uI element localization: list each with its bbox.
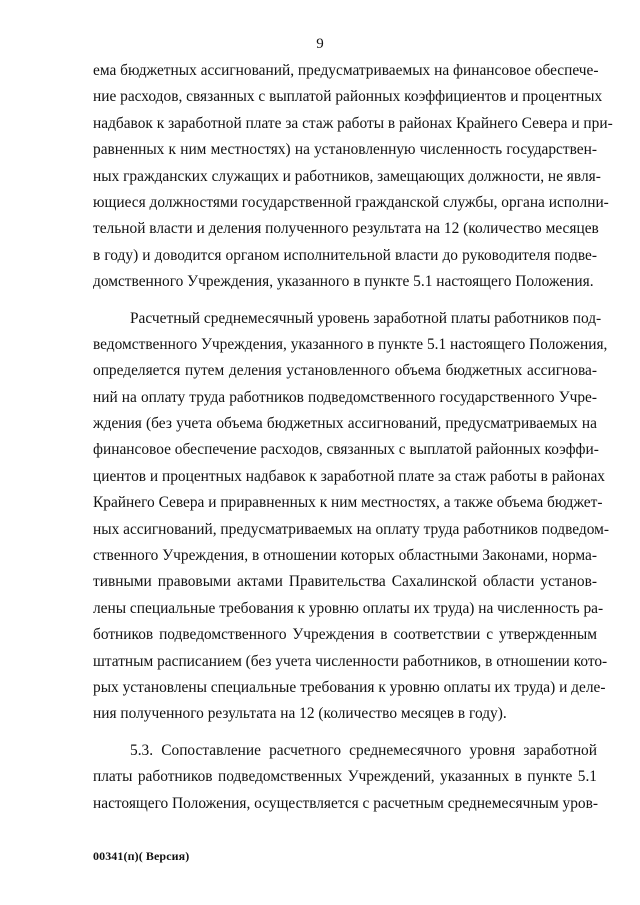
text-line: ственного Учреждения, в отношении которых областными Законами, норма- — [93, 547, 597, 565]
page-number: 9 — [316, 36, 324, 52]
text-line: циентов и процентных надбавок к заработной плате за стаж работы в районах — [93, 467, 605, 485]
text-line: ных гражданских служащих и работников, замещающих должности, не явля- — [93, 167, 601, 185]
text-line: ждения (без учета объема бюджетных ассигнований, предусматриваемых на — [93, 415, 597, 433]
paragraph-2 — [93, 306, 610, 728]
text-line: ботников подведомственного Учреждения в соответствии с утвержденным — [93, 626, 597, 644]
paragraph-spacer — [93, 296, 597, 306]
text-line: ния полученного результата на 12 (количество месяцев в году). — [93, 705, 507, 723]
text-line: домственного Учреждения, указанного в пункте 5.1 настоящего Положения. — [93, 273, 594, 291]
text-line: Расчетный среднемесячный уровень заработной платы работников под- — [130, 309, 602, 327]
text-line: равненных к ним местностях) на установленную численность государствен- — [93, 141, 597, 159]
text-line: штатным расписанием (без учета численности работников, в отношении кото- — [93, 652, 608, 670]
text-line: определяется путем деления установленного объема бюджетных ассигнова- — [93, 362, 597, 380]
text-line: финансовое обеспечение расходов, связанных с выплатой районных коэффи- — [93, 441, 599, 459]
document-body — [93, 58, 613, 817]
paragraph-3 — [93, 738, 597, 817]
text-line: надбавок к заработной плате за стаж работы в районах Крайнего Севера и при- — [93, 114, 613, 132]
text-line: 5.3. Сопоставление расчетного среднемесячного уровня заработной — [130, 741, 597, 759]
text-line: ема бюджетных ассигнований, предусматриваемых на финансовое обеспече- — [93, 62, 599, 79]
text-line: ведомственного Учреждения, указанного в пункте 5.1 настоящего Положения, — [93, 335, 608, 353]
text-line: лены специальные требования к уровню оплаты их труда) на численность ра- — [93, 599, 604, 617]
text-line: ющиеся должностями государственной гражданской службы, органа исполни- — [93, 193, 609, 211]
text-line: тельной власти и деления полученного результата на 12 (количество месяцев — [93, 220, 599, 238]
text-line: ных ассигнований, предусматриваемых на оплату труда работников подведом- — [93, 520, 610, 538]
paragraph-1 — [93, 58, 613, 296]
text-line: платы работников подведомственных Учреждений, указанных в пункте 5.1 — [93, 768, 597, 786]
text-line: настоящего Положения, осуществляется с расчетным среднемесячным уров- — [93, 794, 599, 812]
text-line: рых установлены специальные требования к уровню оплаты их труда) и деле- — [93, 678, 606, 696]
text-line: в году) и доводится органом исполнительной власти до руководителя подве- — [93, 246, 597, 264]
text-line: ний на оплату труда работников подведомственного государственного Учре- — [93, 388, 597, 406]
paragraph-spacer — [93, 728, 597, 738]
document-code-footer: 00341(п)( Версия) — [93, 849, 190, 863]
text-line: Крайнего Севера и приравненных к ним местностях, а также объема бюджет- — [93, 494, 603, 512]
text-line: ние расходов, связанных с выплатой районных коэффициентов и процентных — [93, 88, 603, 106]
text-line: тивными правовыми актами Правительства Сахалинской области установ- — [93, 573, 597, 591]
